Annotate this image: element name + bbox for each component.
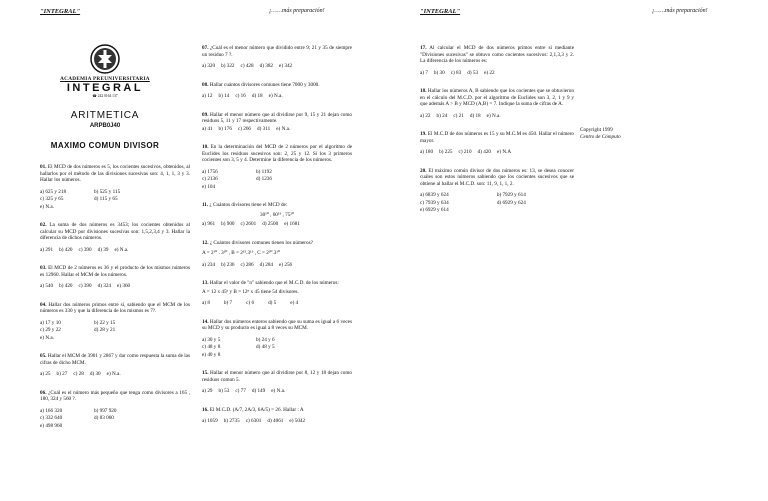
options: a) 7 b) 30 c) 83 d) 53 e) 22 [420,69,495,76]
question-text: En la determinación del MCD de 2 números por el algoritmo de Euclides los residuos sucesivos son: 2, 25 y 12. Si los 3 primeros cocientes son 3, 5 y 4. Determine la diferencia de los números. [202,144,352,163]
question-text: Hallar el menor número que al dividirse por 8, 12 y 18 dejan como residuos comun 5. [202,370,352,383]
middle-column [202,45,352,437]
question-text: El máximo común divisor de dos números es: 13, se desea conocer cuáles son estos números sabiendo que los cocientes sucesivos que se obtiene al hallar el M.C.D. son: 11, 9, 1, 1, 2. [420,167,575,187]
options: a) 291 b) 420 c) 390 d) 39 e) N.a. [40,246,129,253]
options: a) 320 b) 322 c) 428 d) 382 e) 342 [202,63,293,69]
question-10: 10. En la determinación del MCD de 2 números por el algoritmo de Euclides los residuos sucesivos son: 2, 25 y 12. Si los 3 primeros cocientes son 3, 5 y 4. Determine la diferencia de los números. a) 1756 b) 1192 c) 2136 d) 1236 e) 104 [202,144,352,190]
options: a) 22 b) 24 c) 21 d) 18 e) N.a. [420,112,501,119]
options: a) 8 b) 7 c) 6 d) 5 e) 4 [202,300,299,306]
left-column [40,164,190,441]
question-08: 08. Hallar cuántos divisores comunes tiene 7000 y 3000. a) 12 b) 14 c) 16 d) 18 e) N.a. [202,82,352,100]
question-16: 16. El M.C.D. (A/7, 2A/3, 6A/5) = 26. Hallar : A a) 1059 b) 2735 c) 6301 d) 4061 e) 5042 [202,407,352,425]
question-03: 03. El MCD de 2 números es 36 y el producto de los mismos números es 12960. Hallar el MCM de los números. a) 540 b) 420 c) 390 d) 324 e) 360 [40,265,190,289]
copyright-dept: Centro de Cómputo [580,134,621,141]
options: a) 30 y 5 b) 24 y 6 c) 48 y 8 d) 48 y 5 e) 40 y 8 [202,336,275,358]
question-text: El M.C.D de dos números es 15 y su M.C.M es 450. Hallar el número mayor. [420,131,574,144]
question-07: 07. ¿Cuál es el menor número que dividido entre 9; 21 y 35 de siempre un residuo 7 ?. a) 320 b) 322 c) 428 d) 382 e) 342 [202,45,352,69]
options: a) 12 b) 14 c) 16 d) 18 e) N.a. [202,93,283,99]
question-11: 11. ¿ Cuántos divisores tiene el MCD de: 30¹⁰ , 60¹⁵ , 75²⁰ a) 961 b) 900 c) 2601 d) 2500 e) 1681 [202,202,352,228]
question-text: Hallar dos números primos entre sí, sabiendo que el MCM de los números es 330 y que la diferencia de los mismos es 7?. [40,301,190,314]
options: a) 17 y 10 b) 22 y 15 c) 29 y 22 d) 28 y 21 e) N.a. [40,319,116,341]
copyright-note [580,127,621,141]
question-text: ¿Cuál es el menor número que dividido entre 9; 21 y 35 de siempre un residuo 7 ?. [202,45,352,58]
question-15: 15. Hallar el menor número que al dividirse por 8, 12 y 18 dejan como residuos comun 5. a) 29 b) 53 c) 77 d) 149 e) N.a. [202,370,352,394]
course-code: ARPB0J40 [89,123,121,130]
question-text: Hallar los números A, B sabiendo que los cocientes que se obtuvieron en el cálculo del M.C.D. por el algoritmo de Euclides son 3, 2, 1 y 9 y que además A > B y MCD (A,B) = 7. Indique la suma de cifras de A. [420,88,574,107]
question-text: Hallar el menor número que al dividirse por 9, 15 y 21 dejan como residuos 5, 11 y 17 respectivamente. [202,111,352,124]
options: a) 180 b) 225 c) 210 d) 420 e) N.A [420,149,512,155]
course-topic: MAXIMO COMUN DIVISOR [50,140,160,150]
right-page [384,0,768,501]
options: a) 166 320 b) 997 920 c) 332 640 d) 83 060 e) 498 960 [40,407,117,429]
question-expression: 30¹⁰ , 60¹⁵ , 75²⁰ [260,211,294,218]
question-18: 18. Hallar los números A, B sabiendo que los cocientes que se obtuvieron en el cálculo del M.C.D. por el algoritmo de Euclides son 3, 2, 1 y 9 y que además A > B y MCD (A,B) = 7. Indique la suma de cifras de A. a) 22 b) 24 c) 21 d) 18 e) N.a. [420,88,574,119]
question-20: 20. El máximo común divisor de dos números es: 13, se desea conocer cuáles son estos números sabiendo que los cocientes sucesivos que se obtiene al hallar el M.C.D. son: 11, 9, 1, 1, 2. a) 6839 y 624 b) 7929 y 614 c) 7939 y 634 d) 6929 y 624 e) 6929 y 614 [420,167,575,213]
options: a) 41 b) 176 c) 266 d) 311 e) N.a. [202,125,291,132]
question-text: Hallar dos números enteros sabiendo que su suma es igual a 6 veces su MCD y su producto es igual a 8 veces su MCM. [202,318,353,331]
question-text: Al calcular el MCD de dos números primos entre sí mediante "Divisiones sucesivas" se obtuvo como cocientes sucesivos: 2,1,3,3 y 2. La diferencia de los números es: [420,45,575,64]
options: a) 234 b) 236 c) 286 d) 284 e) 256 [202,261,293,268]
academy-logo-icon [90,44,120,74]
question-text: Hallar el MCM de 3901 y 2867 y dar como respuesta la suma de las cifras de dicho MCM. [40,353,191,366]
academy-name: ACADEMIA PREUNIVERSITARIA [60,76,150,82]
question-05: 05. Hallar el MCM de 3901 y 2867 y dar como respuesta la suma de las cifras de dicho MCM. a) 25 b) 27 c) 28 d) 30 e) N.a. [40,353,191,377]
academy-logo-block [40,44,170,151]
question-19: 19. El M.C.D de dos números es 15 y su M.C.M es 450. Hallar el número mayor. a) 180 b) 225 c) 210 d) 420 e) N.A [420,131,574,155]
question-13: 13. Hallar el valor de "n" sabiendo que el M.C.D. de los números: A = 12 x 45ⁿ y B = 12ⁿ x 45 tiene 54 divisores. a) 8 b) 7 c) 6 d) 5 e) 4 [202,280,352,307]
question-text: El MCD de dos números es 5, los cocientes sucesivos, obtenidos, al hallarlos por el método de las divisiones sucesivas son: 4, 1, 1, 3 y 3. Hallar los números. [40,164,191,183]
question-text: Hallar el valor de "n" sabiendo que el M.C.D. de los números: [209,280,339,286]
options: a) 540 b) 420 c) 390 d) 324 e) 360 [40,283,131,289]
question-text: La suma de dos números es 3453; los cocientes obtenidos al calcular su MCD por divisiones sucesivas son: 1,5,2,3,4 y 3. Hallar la diferencia de dichos números. [40,222,191,241]
right-column [420,45,574,226]
options: a) 29 b) 53 c) 77 d) 149 e) N.a. [202,388,286,394]
question-06: 06. ¿Cuál es el número más pequeño que tenga como divisores a 165 , 180, 324 y 560 ?. a) 166 320 b) 997 920 c) 332 640 d) 83 060 e) 498 960 [40,389,190,429]
options: a) 1756 b) 1192 c) 2136 d) 1236 e) 104 [202,168,272,190]
options: a) 1059 b) 2735 c) 6301 d) 4061 e) 5042 [202,418,306,424]
course-subject: ARITMETICA [70,109,140,121]
question-text: Hallar cuántos divisores comunes tiene 7000 y 3000. [209,81,320,88]
options: a) 961 b) 900 c) 2601 d) 2500 e) 1681 [202,221,300,227]
question-02: 02. La suma de dos números es 3453; los cocientes obtenidos al calcular su MCD por divisiones sucesivas son: 1,5,2,3,4 y 3. Hallar la diferencia de dichos números. a) 291 b) 420 c) 390 d) 39 e) N.a. [40,222,191,253]
question-04: 04. Hallar dos números primos entre sí, sabiendo que el MCM de los números es 330 y que la diferencia de los mismos es 7?. a) 17 y 10 b) 22 y 15 c) 29 y 22 d) 28 y 21 e) N.a. [40,301,190,341]
question-expression: A = 12 x 45ⁿ y B = 12ⁿ x 45 tiene 54 divisores. [202,288,299,295]
options: a) 6839 y 624 b) 7929 y 614 c) 7939 y 634 d) 6929 y 624 e) 6929 y 614 [420,192,526,213]
copyright-line: Copyright 1999 [580,127,613,133]
header-brand: "INTEGRAL" [40,8,81,15]
question-17: 17. Al calcular el MCD de dos números primos entre sí mediante "Divisiones sucesivas" se obtuvo como cocientes sucesivos: 2,1,3,3 y 2. La diferencia de los números es: a) 7 b) 30 c) 83 d) 53 e) 22 [420,45,575,76]
academy-phone: ☎ 242 0164 137 [92,93,118,98]
question-text: ¿ Cuántos divisores comunes tienen los números? [209,239,313,246]
question-12: 12. ¿ Cuántos divisores comunes tienen los números? A = 2¹⁰ . 3²⁰ , B = 2¹⁵.3¹⁵ , C = 2²⁰.3¹⁰ a) 234 b) 236 c) 286 d) 284 e) 256 [202,240,352,269]
question-09: 09. Hallar el menor número que al dividirse por 9, 15 y 21 dejan como residuos 5, 11 y 17 respectivamente. a) 41 b) 176 c) 266 d) 311 e) N.a. [202,111,352,132]
options: a) 625 y 218 b) 525 y 115 c) 325 y 65 d) 115 y 65 e) N.a. [40,188,121,210]
header-brand: "INTEGRAL" [420,8,461,15]
question-14: 14. Hallar dos números enteros sabiendo que su suma es igual a 6 veces su MCD y su producto es igual a 8 veces su MCM. a) 30 y 5 b) 24 y 6 c) 48 y 8 d) 48 y 5 e) 40 y 8 [202,318,353,358]
question-text: ¿ Cuántos divisores tiene el MCD de: [209,202,288,208]
options: a) 25 b) 27 c) 28 d) 30 e) N.a. [40,371,121,377]
academy-brand-name: INTEGRAL [66,81,144,94]
question-01: 01. El MCD de dos números es 5, los cocientes sucesivos, obtenidos, al hallarlos por el método de las divisiones sucesivas son: 4, 1, 1, 3 y 3. Hallar los números. a) 625 y 218 b) 525 y 115 c) 325 y 65 d) 115 y 65 e) N.a. [40,164,191,210]
question-text: ¿Cuál es el número más pequeño que tenga como divisores a 165 , 180, 324 y 560 ?. [40,389,190,402]
header-slogan: ¡……más preparación! [652,8,708,14]
question-text: El MCD de 2 números es 36 y el producto de los mismos números es 12960. Hallar el MCM de los números. [40,265,190,278]
question-text: El M.C.D. (A/7, 2A/3, 6A/5) = 26. Hallar : A [209,406,304,413]
header-slogan: ¡……más preparación! [269,8,325,14]
question-expression: A = 2¹⁰ . 3²⁰ , B = 2¹⁵.3¹⁵ , C = 2²⁰.3¹⁰ [202,250,281,256]
